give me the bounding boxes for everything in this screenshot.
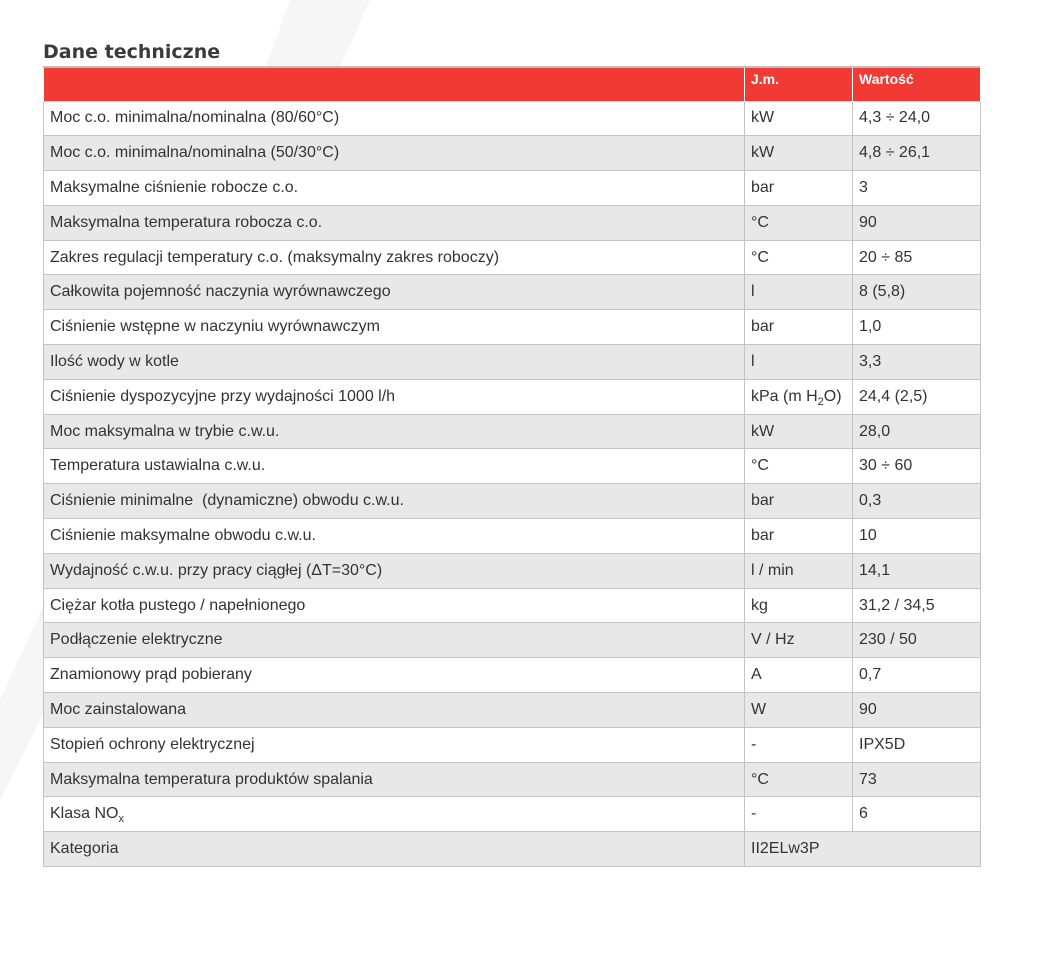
table-row	[44, 275, 981, 310]
param-cell: Temperatura ustawialna c.w.u.	[44, 449, 745, 484]
value-cell: 6	[853, 797, 981, 832]
param-cell: Maksymalna temperatura robocza c.o.	[44, 205, 745, 240]
param-cell: Maksymalna temperatura produktów spalania	[44, 762, 745, 797]
table-row	[44, 345, 981, 380]
table-row	[44, 797, 981, 832]
param-cell: Ciężar kotła pustego / napełnionego	[44, 588, 745, 623]
table-row	[44, 136, 981, 171]
param-cell: Kategoria	[44, 832, 745, 867]
unit-cell: l / min	[745, 553, 853, 588]
table-row	[44, 484, 981, 519]
unit-cell: bar	[745, 171, 853, 206]
table-row	[44, 240, 981, 275]
param-cell: Ciśnienie dyspozycyjne przy wydajności 1000 l/h	[44, 379, 745, 414]
param-cell: Ciśnienie minimalne (dynamiczne) obwodu c.w.u.	[44, 484, 745, 519]
unit-cell: kW	[745, 101, 853, 136]
param-cell: Maksymalne ciśnienie robocze c.o.	[44, 171, 745, 206]
header-value: Wartość	[853, 68, 981, 101]
value-cell: 4,3 ÷ 24,0	[853, 101, 981, 136]
unit-cell: °C	[745, 205, 853, 240]
table-row	[44, 205, 981, 240]
value-cell: 30 ÷ 60	[853, 449, 981, 484]
param-cell: Zakres regulacji temperatury c.o. (maksymalny zakres roboczy)	[44, 240, 745, 275]
table-row	[44, 379, 981, 414]
value-cell: 73	[853, 762, 981, 797]
param-cell: Podłączenie elektryczne	[44, 623, 745, 658]
unit-cell	[745, 379, 853, 414]
value-cell: 4,8 ÷ 26,1	[853, 136, 981, 171]
unit-cell: kW	[745, 136, 853, 171]
value-cell: 230 / 50	[853, 623, 981, 658]
value-cell: 10	[853, 519, 981, 554]
tech-specs-section	[43, 38, 980, 867]
value-cell: 24,4 (2,5)	[853, 379, 981, 414]
table-row	[44, 553, 981, 588]
param-text: Klasa NO	[50, 805, 119, 823]
param-cell: Ciśnienie maksymalne obwodu c.w.u.	[44, 519, 745, 554]
unit-cell: bar	[745, 484, 853, 519]
unit-cell: kg	[745, 588, 853, 623]
value-cell: 90	[853, 693, 981, 728]
table-row	[44, 171, 981, 206]
table-row	[44, 693, 981, 728]
value-cell: 8 (5,8)	[853, 275, 981, 310]
value-cell: 3,3	[853, 345, 981, 380]
unit-cell: kW	[745, 414, 853, 449]
unit-cell: bar	[745, 310, 853, 345]
param-cell: Moc zainstalowana	[44, 693, 745, 728]
table-row	[44, 832, 981, 867]
param-cell: Moc c.o. minimalna/nominalna (80/60°C)	[44, 101, 745, 136]
param-cell: Wydajność c.w.u. przy pracy ciągłej (ΔT=30°C)	[44, 553, 745, 588]
table-row	[44, 762, 981, 797]
unit-cell: °C	[745, 449, 853, 484]
param-cell	[44, 797, 745, 832]
value-cell: 3	[853, 171, 981, 206]
value-cell: 0,7	[853, 658, 981, 693]
unit-text: O)	[823, 387, 842, 405]
param-subscript: x	[118, 813, 124, 826]
spec-table	[43, 68, 981, 867]
param-cell: Moc maksymalna w trybie c.w.u.	[44, 414, 745, 449]
param-cell: Stopień ochrony elektrycznej	[44, 727, 745, 762]
param-cell: Znamionowy prąd pobierany	[44, 658, 745, 693]
table-header-row	[44, 68, 981, 101]
value-cell: 14,1	[853, 553, 981, 588]
unit-cell: -	[745, 727, 853, 762]
table-row	[44, 101, 981, 136]
value-cell: IPX5D	[853, 727, 981, 762]
table-row	[44, 623, 981, 658]
value-cell: 1,0	[853, 310, 981, 345]
table-row	[44, 519, 981, 554]
value-cell: 20 ÷ 85	[853, 240, 981, 275]
table-row	[44, 449, 981, 484]
table-row	[44, 310, 981, 345]
value-cell: 28,0	[853, 414, 981, 449]
table-row	[44, 588, 981, 623]
unit-cell: °C	[745, 240, 853, 275]
value-cell: 0,3	[853, 484, 981, 519]
unit-cell: V / Hz	[745, 623, 853, 658]
header-param	[44, 68, 745, 101]
param-cell: Moc c.o. minimalna/nominalna (50/30°C)	[44, 136, 745, 171]
section-title: Dane techniczne	[43, 38, 980, 68]
unit-cell: bar	[745, 519, 853, 554]
unit-text: kPa (m H	[751, 387, 818, 405]
unit-cell: A	[745, 658, 853, 693]
header-unit: J.m.	[745, 68, 853, 101]
param-cell: Ciśnienie wstępne w naczyniu wyrównawczym	[44, 310, 745, 345]
unit-cell: °C	[745, 762, 853, 797]
param-cell: Ilość wody w kotle	[44, 345, 745, 380]
value-cell: 31,2 / 34,5	[853, 588, 981, 623]
table-row	[44, 727, 981, 762]
unit-cell: -	[745, 797, 853, 832]
unit-cell: l	[745, 345, 853, 380]
unit-cell: W	[745, 693, 853, 728]
unit-subscript: 2	[817, 395, 824, 408]
merged-value-cell: II2ELw3P	[745, 832, 981, 867]
table-row	[44, 414, 981, 449]
value-cell: 90	[853, 205, 981, 240]
param-cell: Całkowita pojemność naczynia wyrównawczego	[44, 275, 745, 310]
unit-cell: l	[745, 275, 853, 310]
table-row	[44, 658, 981, 693]
